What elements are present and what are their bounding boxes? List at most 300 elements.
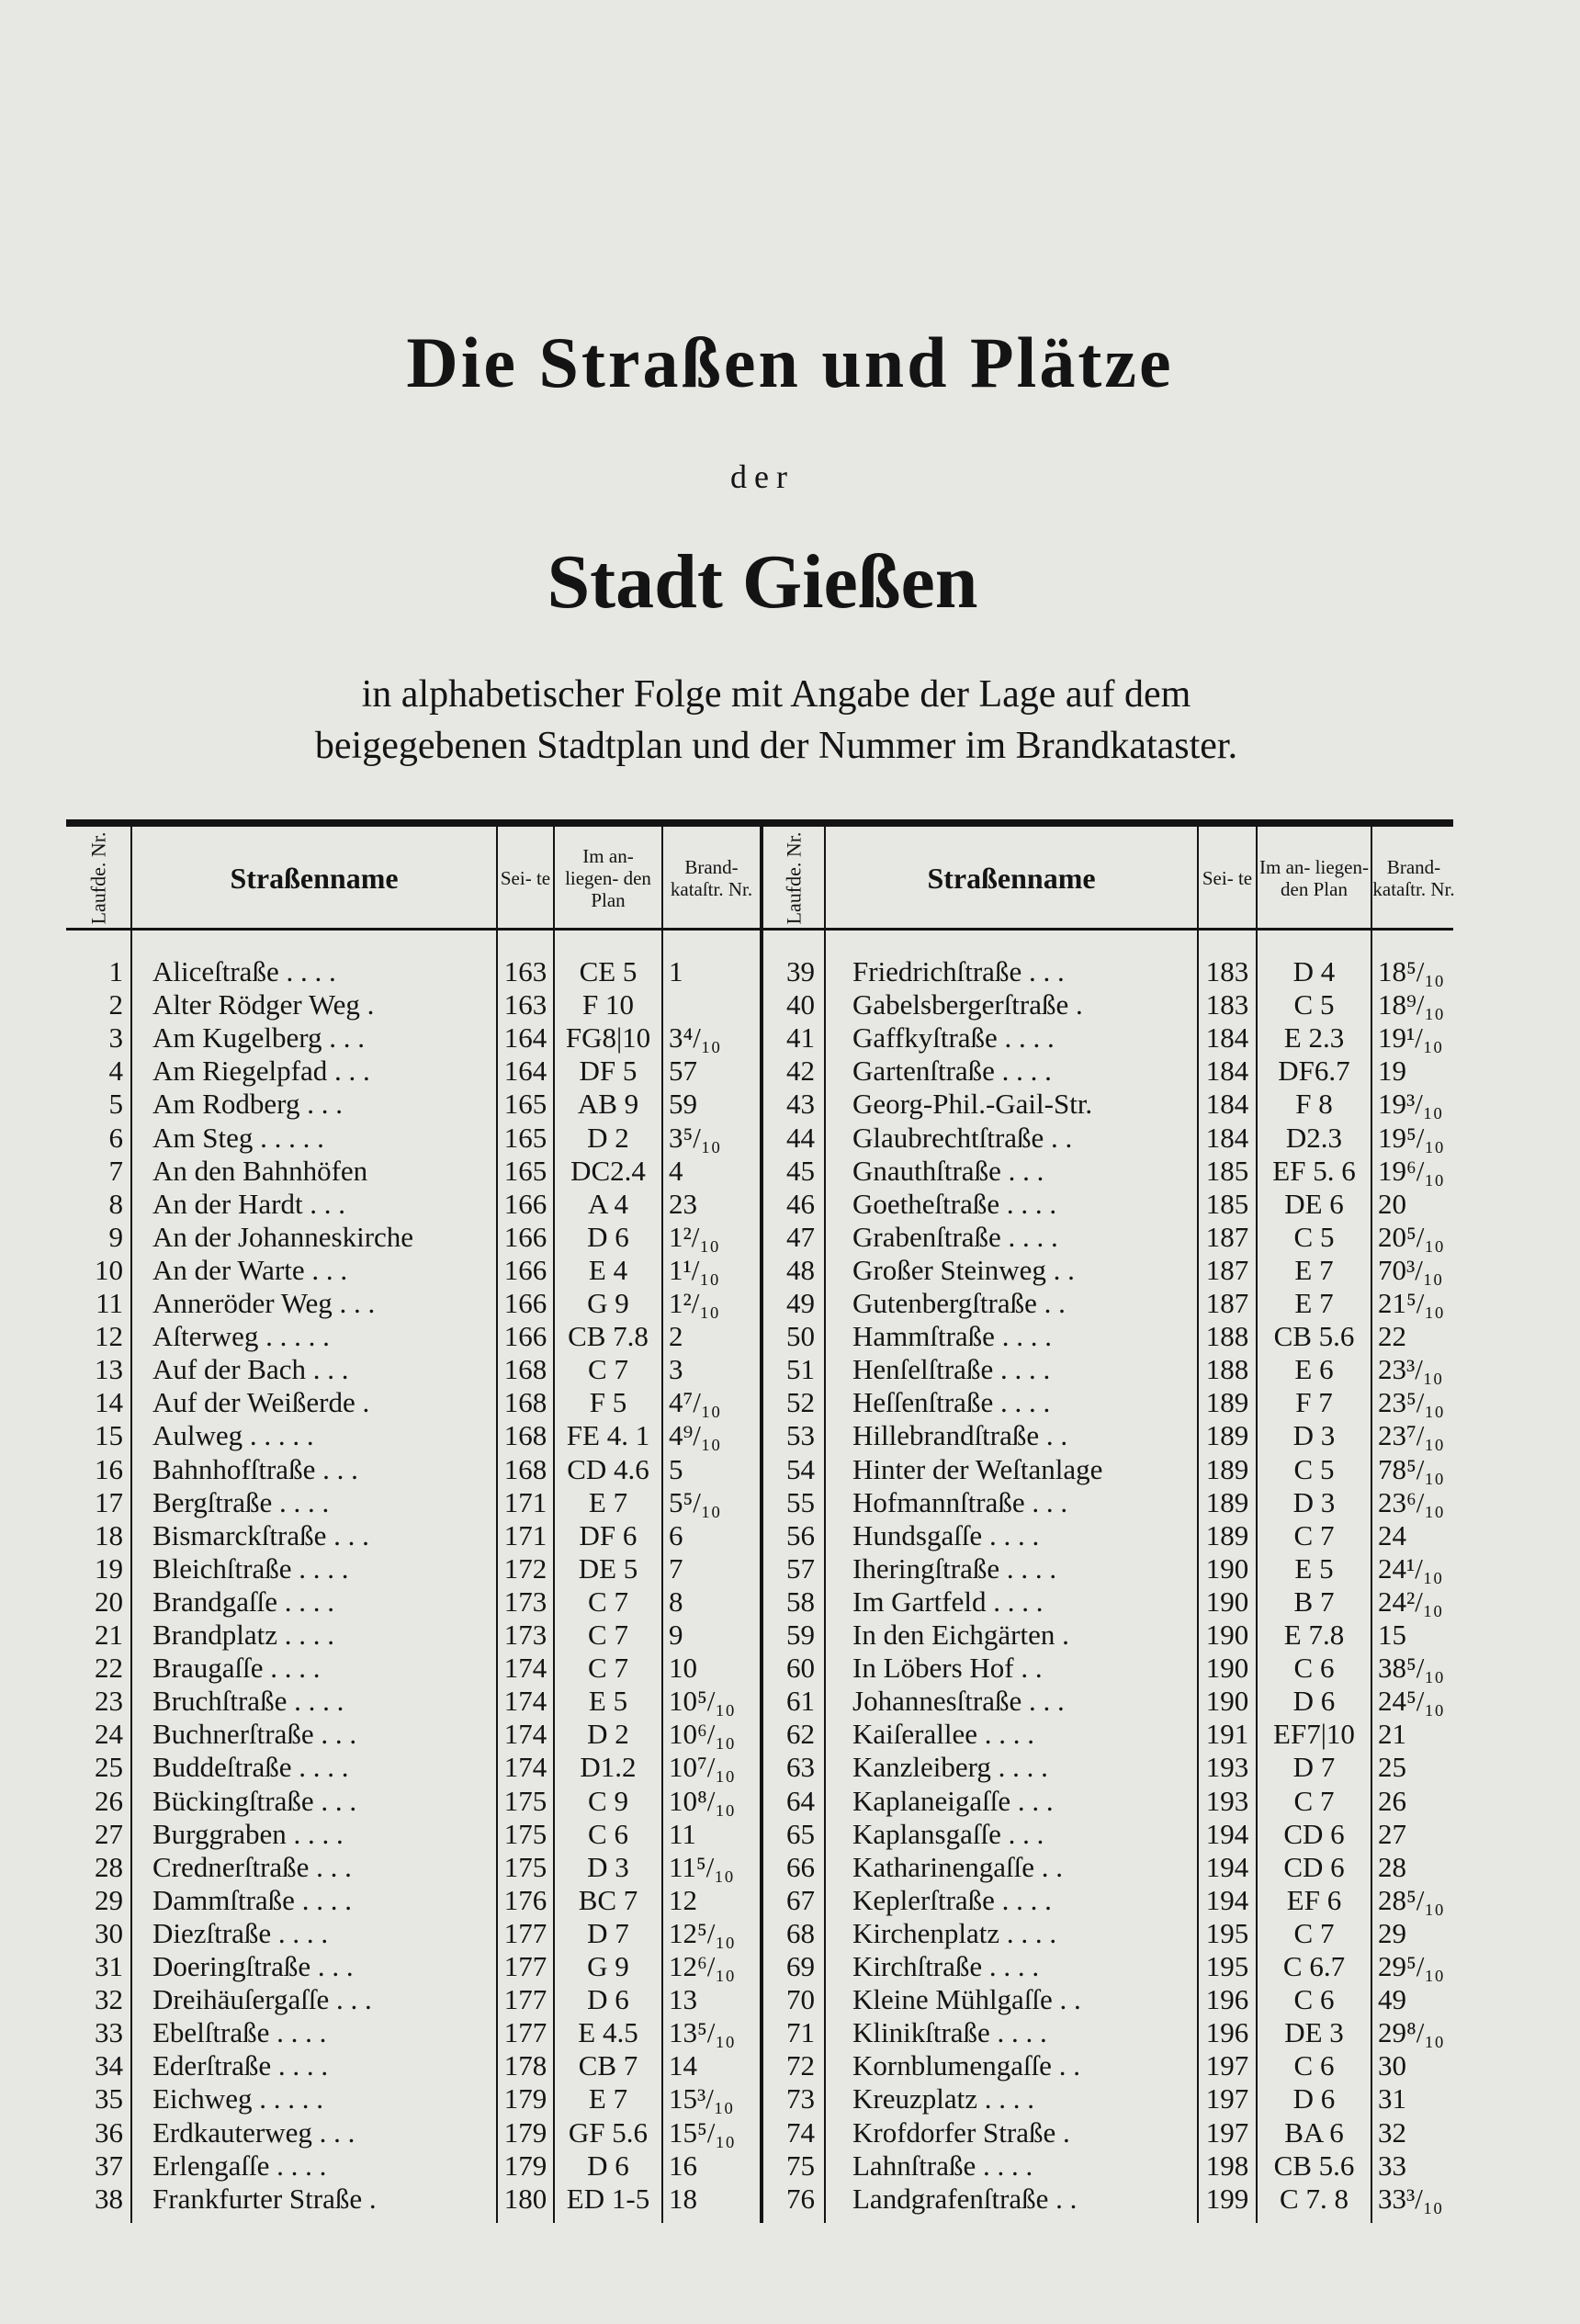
page-number: 196: [1205, 2016, 1249, 2049]
plan-grid: D 6: [587, 1220, 629, 1253]
table-row: [0, 2116, 1580, 2149]
street-number: 38: [95, 2182, 123, 2215]
kataster-number: 28: [1378, 1850, 1406, 1883]
street-number: 40: [786, 988, 815, 1021]
street-name: Diezſtraße . . . .: [152, 1916, 329, 1949]
street-name: Großer Steinweg . .: [852, 1253, 1075, 1286]
street-name: Brandplatz . . . .: [152, 1619, 335, 1651]
street-name: Kornblumengaſſe . .: [852, 2049, 1080, 2082]
page-number: 177: [503, 1983, 547, 2016]
table-row: [0, 1155, 1580, 1188]
plan-grid: F 8: [1295, 1088, 1333, 1121]
street-number: 6: [108, 1121, 123, 1154]
street-name: Glaubrechtſtraße . .: [852, 1121, 1073, 1154]
plan-grid: E 7: [1294, 1253, 1334, 1286]
table-row: [0, 1519, 1580, 1552]
header-name-label: Straßenname: [927, 861, 1096, 895]
street-number: 1: [108, 955, 123, 987]
kataster-number: 5: [669, 1452, 683, 1485]
plan-grid: EF7|10: [1273, 1718, 1355, 1751]
plan-grid: C 6: [1293, 1652, 1335, 1685]
street-number: 31: [95, 1950, 123, 1982]
kataster-number: 24²/₁₀: [1378, 1585, 1443, 1618]
table-row: [0, 1718, 1580, 1751]
plan-grid: E 5: [588, 1685, 628, 1718]
page-number: 177: [503, 1916, 547, 1949]
street-name: Hundsgaſſe . . . .: [852, 1518, 1040, 1551]
street-name: Erdkauterweg . . .: [152, 2115, 356, 2149]
street-name: An der Warte . . .: [152, 1253, 348, 1286]
kataster-number: 24¹/₁₀: [1378, 1551, 1443, 1585]
table-row: [0, 1585, 1580, 1619]
street-number: 17: [95, 1485, 123, 1518]
table-row: [0, 988, 1580, 1021]
page-number: 163: [503, 955, 547, 987]
page-number: 168: [503, 1419, 547, 1452]
street-name: Gaffkyſtraße . . . .: [852, 1021, 1055, 1055]
header-nr-left: [66, 830, 130, 926]
plan-grid: D 2: [587, 1121, 629, 1154]
street-number: 55: [786, 1485, 815, 1518]
street-name: Georg-Phil.-Gail-Str.: [852, 1088, 1093, 1121]
street-name: Bergſtraße . . . .: [152, 1485, 330, 1518]
street-number: 60: [786, 1652, 815, 1685]
plan-grid: D 6: [1292, 2082, 1336, 2115]
street-number: 63: [786, 1751, 815, 1784]
page-number: 189: [1205, 1452, 1249, 1485]
page-number: 177: [503, 1950, 547, 1982]
page-number: 190: [1205, 1619, 1249, 1651]
table-row: [0, 1851, 1580, 1884]
plan-grid: D 3: [587, 1850, 629, 1883]
plan-grid: FG8|10: [565, 1021, 651, 1055]
street-name: Lahnſtraße . . . .: [852, 2149, 1033, 2182]
kataster-number: 11⁵/₁₀: [669, 1850, 734, 1883]
plan-grid: C 7: [588, 1619, 628, 1651]
page-number: 176: [503, 1883, 547, 1916]
page-number: 187: [1205, 1287, 1249, 1319]
header-plan-left: [555, 830, 661, 926]
plan-grid: C 6: [588, 1817, 628, 1850]
street-name: Gutenbergſtraße . .: [852, 1287, 1066, 1319]
page-number: 189: [1205, 1518, 1249, 1551]
street-number: 46: [786, 1187, 815, 1220]
street-name: Henſelſtraße . . . .: [852, 1353, 1051, 1386]
table-row: [0, 2016, 1580, 2049]
street-number: 20: [95, 1585, 123, 1618]
street-name: An den Bahnhöfen: [152, 1154, 368, 1187]
kataster-number: 33: [1378, 2149, 1406, 2182]
street-name: Kanzleiberg . . . .: [852, 1751, 1048, 1784]
header-kataster-label: Brand- kataſtr. Nr.: [1372, 856, 1455, 900]
page-number: 187: [1205, 1253, 1249, 1286]
street-number: 15: [95, 1419, 123, 1452]
street-name: Crednerſtraße . . .: [152, 1850, 352, 1883]
table-row: [0, 1353, 1580, 1386]
plan-grid: F 5: [589, 1386, 627, 1419]
street-name: Eichweg . . . . .: [152, 2082, 323, 2115]
street-name: Auf der Bach . . .: [152, 1353, 349, 1386]
street-number: 25: [95, 1751, 123, 1784]
kataster-number: 29⁸/₁₀: [1378, 2016, 1445, 2049]
street-name: Alter Rödger Weg .: [152, 988, 375, 1021]
kataster-number: 28⁵/₁₀: [1378, 1883, 1445, 1916]
street-number: 62: [786, 1718, 815, 1751]
plan-grid: C 6.7: [1282, 1950, 1346, 1982]
table-row: [0, 1419, 1580, 1452]
street-number: 2: [108, 988, 123, 1021]
subtitle-line-1: in alphabetischer Folge mit Angabe der Lage auf dem: [361, 673, 1191, 716]
street-name: Kaplansgaſſe . . .: [852, 1817, 1044, 1850]
street-name: Landgrafenſtraße . .: [852, 2182, 1078, 2215]
page-number: 189: [1205, 1386, 1249, 1419]
plan-grid: C 5: [1293, 988, 1335, 1021]
street-number: 76: [786, 2182, 815, 2215]
street-name: Aliceſtraße . . . .: [152, 955, 336, 987]
street-number: 10: [95, 1253, 123, 1286]
street-name: Hofmannſtraße . . .: [852, 1485, 1068, 1518]
page-number: 189: [1205, 1419, 1249, 1452]
street-name: Am Steg . . . . .: [152, 1121, 324, 1154]
kataster-number: 6: [669, 1518, 683, 1551]
kataster-number: 10⁶/₁₀: [669, 1718, 736, 1751]
street-number: 9: [108, 1220, 123, 1253]
kataster-number: 15³/₁₀: [669, 2082, 734, 2115]
header-seite-label: Sei- te: [1202, 867, 1253, 889]
table-row: [0, 1021, 1580, 1055]
header-name-right: [826, 830, 1197, 926]
street-name: Burggraben . . . .: [152, 1817, 344, 1850]
plan-grid: EF 6: [1286, 1883, 1342, 1916]
plan-grid: A 4: [588, 1187, 628, 1220]
kataster-number: 25: [1378, 1751, 1406, 1784]
kataster-number: 15⁵/₁₀: [669, 2115, 736, 2149]
street-name: Anneröder Weg . . .: [152, 1287, 376, 1319]
street-name: Gartenſtraße . . . .: [852, 1055, 1052, 1088]
street-name: Im Gartfeld . . . .: [852, 1585, 1044, 1618]
plan-grid: C 5: [1293, 1452, 1335, 1485]
kataster-number: 70³/₁₀: [1378, 1253, 1443, 1286]
street-number: 47: [786, 1220, 815, 1253]
street-name: Am Riegelpfad . . .: [152, 1055, 370, 1088]
street-name: Am Rodberg . . .: [152, 1088, 343, 1121]
page-number: 197: [1205, 2082, 1249, 2115]
street-number: 58: [786, 1585, 815, 1618]
street-name: Bruchſtraße . . . .: [152, 1685, 344, 1718]
street-name: Keplerſtraße . . . .: [852, 1883, 1052, 1916]
page-number: 166: [503, 1287, 547, 1319]
table-row: [0, 1785, 1580, 1818]
page-number: 197: [1205, 2049, 1249, 2082]
page-number: 168: [503, 1386, 547, 1419]
street-number: 32: [95, 1983, 123, 2016]
plan-grid: DF 6: [579, 1518, 638, 1551]
street-number: 45: [786, 1154, 815, 1187]
street-number: 36: [95, 2115, 123, 2149]
street-name: Erlengaſſe . . . .: [152, 2149, 327, 2182]
page-number: 198: [1205, 2149, 1249, 2182]
page-number: 166: [503, 1320, 547, 1353]
kataster-number: 31: [1378, 2082, 1406, 2115]
street-number: 75: [786, 2149, 815, 2182]
page-number: 166: [503, 1220, 547, 1253]
page-number: 195: [1205, 1916, 1249, 1949]
page-number: 187: [1205, 1220, 1249, 1253]
street-number: 39: [786, 955, 815, 987]
kataster-number: 23³/₁₀: [1378, 1353, 1443, 1386]
street-name: Kreuzplatz . . . .: [852, 2082, 1034, 2115]
kataster-number: 3: [669, 1353, 683, 1386]
kataster-number: 26: [1378, 1784, 1406, 1817]
plan-grid: C 6: [1293, 1983, 1335, 2016]
plan-grid: D 7: [587, 1916, 629, 1949]
title-der: der: [730, 458, 795, 495]
street-name: Buddeſtraße . . . .: [152, 1751, 349, 1784]
plan-grid: D 6: [587, 2149, 629, 2182]
plan-grid: D 3: [1292, 1485, 1336, 1518]
street-name: Klinikſtraße . . . .: [852, 2016, 1047, 2049]
table-row: [0, 1818, 1580, 1851]
street-name: Kaiſerallee . . . .: [852, 1718, 1034, 1751]
street-number: 61: [786, 1685, 815, 1718]
page-number: 164: [503, 1021, 547, 1055]
plan-grid: E 5: [1294, 1551, 1334, 1585]
page-number: 179: [503, 2149, 547, 2182]
kataster-number: 21: [1378, 1718, 1406, 1751]
plan-grid: CB 7: [578, 2049, 638, 2082]
page-number: 191: [1205, 1718, 1249, 1751]
street-number: 26: [95, 1784, 123, 1817]
plan-grid: FE 4. 1: [566, 1419, 650, 1452]
plan-grid: CE 5: [579, 955, 638, 987]
kataster-number: 29⁵/₁₀: [1378, 1950, 1445, 1982]
plan-grid: C 6: [1293, 2049, 1335, 2082]
table-top-rule: [66, 819, 1453, 827]
street-name: Gnauthſtraße . . .: [852, 1154, 1044, 1187]
kataster-number: 78⁵/₁₀: [1378, 1452, 1445, 1485]
header-seite-label: Sei- te: [500, 867, 551, 889]
street-number: 69: [786, 1950, 815, 1982]
page-title: Die Straßen und Plätze: [406, 322, 1174, 402]
street-number: 3: [108, 1021, 123, 1055]
street-name: Buchnerſtraße . . .: [152, 1718, 357, 1751]
street-name: Braugaſſe . . . .: [152, 1652, 321, 1685]
kataster-number: 14: [669, 2049, 697, 2082]
page-number: 166: [503, 1253, 547, 1286]
street-number: 53: [786, 1419, 815, 1452]
street-number: 68: [786, 1916, 815, 1949]
street-number: 73: [786, 2082, 815, 2115]
plan-grid: CD 6: [1283, 1850, 1345, 1883]
page-number: 189: [1205, 1485, 1249, 1518]
header-kataster-left: [663, 830, 760, 926]
table-row: [0, 2049, 1580, 2082]
kataster-number: 1: [669, 955, 683, 987]
plan-grid: E 7: [588, 1485, 628, 1518]
street-number: 42: [786, 1055, 815, 1088]
street-number: 8: [108, 1187, 123, 1220]
page-number: 184: [1205, 1021, 1249, 1055]
header-plan-label: Im an- liegen- den Plan: [1259, 856, 1369, 900]
street-name: Kirchenplatz . . . .: [852, 1916, 1057, 1949]
plan-grid: D 6: [587, 1983, 629, 2016]
street-number: 5: [108, 1088, 123, 1121]
plan-grid: CB 5.6: [1273, 1320, 1355, 1353]
kataster-number: 19⁶/₁₀: [1378, 1154, 1445, 1187]
plan-grid: D2.3: [1285, 1121, 1343, 1154]
street-number: 71: [786, 2016, 815, 2049]
plan-grid: C 7: [588, 1353, 628, 1386]
kataster-number: 3⁵/₁₀: [669, 1121, 721, 1154]
kataster-number: 19⁵/₁₀: [1378, 1121, 1445, 1154]
plan-grid: C 7: [1293, 1784, 1335, 1817]
plan-grid: GF 5.6: [568, 2115, 649, 2149]
kataster-number: 22: [1378, 1320, 1406, 1353]
kataster-number: 10⁵/₁₀: [669, 1685, 736, 1718]
kataster-number: 23⁶/₁₀: [1378, 1485, 1445, 1518]
plan-grid: D 7: [1292, 1751, 1336, 1784]
kataster-number: 32: [1378, 2115, 1406, 2149]
street-number: 44: [786, 1121, 815, 1154]
kataster-number: 16: [669, 2149, 697, 2182]
plan-grid: D 4: [1292, 955, 1336, 987]
page-number: 179: [503, 2115, 547, 2149]
kataster-number: 29: [1378, 1916, 1406, 1949]
page-number: 168: [503, 1452, 547, 1485]
table-row: [0, 1188, 1580, 1221]
street-number: 48: [786, 1253, 815, 1286]
plan-grid: G 9: [587, 1287, 629, 1319]
plan-grid: C 7: [1293, 1518, 1335, 1551]
table-row: [0, 1552, 1580, 1585]
kataster-number: 10: [669, 1652, 697, 1685]
kataster-number: 8: [669, 1585, 683, 1618]
page-number: 165: [503, 1088, 547, 1121]
subtitle: [257, 669, 1295, 772]
plan-grid: C 7: [1293, 1916, 1335, 1949]
kataster-number: 38⁵/₁₀: [1378, 1652, 1445, 1685]
page-number: 193: [1205, 1784, 1249, 1817]
kataster-number: 33³/₁₀: [1378, 2182, 1443, 2215]
plan-grid: DF 5: [579, 1055, 638, 1088]
table-row: [0, 1386, 1580, 1419]
kataster-number: 23⁵/₁₀: [1378, 1386, 1445, 1419]
street-name: Grabenſtraße . . . .: [852, 1220, 1058, 1253]
street-number: 14: [95, 1386, 123, 1419]
table-row: [0, 1917, 1580, 1950]
page-number: 175: [503, 1784, 547, 1817]
kataster-number: 1²/₁₀: [669, 1220, 720, 1253]
street-number: 24: [95, 1718, 123, 1751]
street-number: 72: [786, 2049, 815, 2082]
page-number: 165: [503, 1121, 547, 1154]
page-number: 166: [503, 1187, 547, 1220]
header-nr-right: [763, 830, 824, 926]
street-name: Ederſtraße . . . .: [152, 2049, 329, 2082]
kataster-number: 30: [1378, 2049, 1406, 2082]
page-number: 184: [1205, 1088, 1249, 1121]
street-name: Hammſtraße . . . .: [852, 1320, 1052, 1353]
kataster-number: 12: [669, 1883, 697, 1916]
page-number: 195: [1205, 1950, 1249, 1982]
page-number: 188: [1205, 1320, 1249, 1353]
kataster-number: 7: [669, 1551, 683, 1585]
header-plan-right: [1258, 830, 1371, 926]
page-number: 175: [503, 1850, 547, 1883]
header-plan-label: Im an- liegen- den Plan: [565, 845, 651, 911]
kataster-number: 13: [669, 1983, 697, 2016]
street-name: Frankfurter Straße .: [152, 2182, 377, 2215]
street-name: Bleichſtraße . . . .: [152, 1551, 349, 1585]
street-number: 43: [786, 1088, 815, 1121]
kataster-number: 4⁷/₁₀: [669, 1386, 721, 1419]
plan-grid: DE 3: [1284, 2016, 1344, 2049]
kataster-number: 57: [669, 1055, 697, 1088]
kataster-number: 1¹/₁₀: [669, 1253, 720, 1286]
kataster-number: 1²/₁₀: [669, 1287, 720, 1319]
plan-grid: CB 5.6: [1273, 2149, 1355, 2182]
plan-grid: CD 6: [1283, 1817, 1345, 1850]
kataster-number: 18⁹/₁₀: [1378, 988, 1445, 1021]
street-number: 4: [108, 1055, 123, 1088]
plan-grid: CB 7.8: [568, 1320, 649, 1353]
page-number: 190: [1205, 1551, 1249, 1585]
street-name: Aulweg . . . . .: [152, 1419, 314, 1452]
street-name: Iheringſtraße . . . .: [852, 1551, 1057, 1585]
page-number: 172: [503, 1551, 547, 1585]
table-row: [0, 1287, 1580, 1320]
kataster-number: 59: [669, 1088, 697, 1121]
kataster-number: 20: [1378, 1187, 1406, 1220]
table-row: [0, 1055, 1580, 1088]
kataster-number: 19: [1378, 1055, 1406, 1088]
page-number: 185: [1205, 1154, 1249, 1187]
page-number: 194: [1205, 1850, 1249, 1883]
city-title: Stadt Gießen: [547, 539, 978, 625]
page-number: 197: [1205, 2115, 1249, 2149]
table-row: [0, 2082, 1580, 2115]
street-number: 59: [786, 1619, 815, 1651]
street-number: 23: [95, 1685, 123, 1718]
street-name: Hillebrandſtraße . .: [852, 1419, 1068, 1452]
street-name: Doeringſtraße . . .: [152, 1950, 354, 1982]
kataster-number: 23⁷/₁₀: [1378, 1419, 1445, 1452]
plan-grid: E 6: [1294, 1353, 1334, 1386]
street-number: 30: [95, 1916, 123, 1949]
plan-grid: ED 1-5: [566, 2182, 650, 2215]
kataster-number: 11: [669, 1817, 696, 1850]
street-name: Aſterweg . . . . .: [152, 1320, 330, 1353]
plan-grid: E 7: [1294, 1287, 1334, 1319]
street-number: 28: [95, 1850, 123, 1883]
street-number: 67: [786, 1883, 815, 1916]
street-name: Friedrichſtraße . . .: [852, 955, 1065, 987]
table-row: [0, 1320, 1580, 1353]
street-name: Kaplaneigaſſe . . .: [852, 1784, 1054, 1817]
page-number: 190: [1205, 1652, 1249, 1685]
plan-grid: C 7: [588, 1652, 628, 1685]
kataster-number: 5⁵/₁₀: [669, 1485, 721, 1518]
table-row: [0, 1884, 1580, 1917]
kataster-number: 21⁵/₁₀: [1378, 1287, 1445, 1319]
plan-grid: DE 6: [1284, 1187, 1344, 1220]
plan-grid: C 5: [1293, 1220, 1335, 1253]
street-number: 41: [786, 1021, 815, 1055]
kataster-number: 2: [669, 1320, 683, 1353]
plan-grid: D 3: [1292, 1419, 1336, 1452]
header-kataster-right: [1372, 830, 1455, 926]
plan-grid: G 9: [587, 1950, 629, 1982]
